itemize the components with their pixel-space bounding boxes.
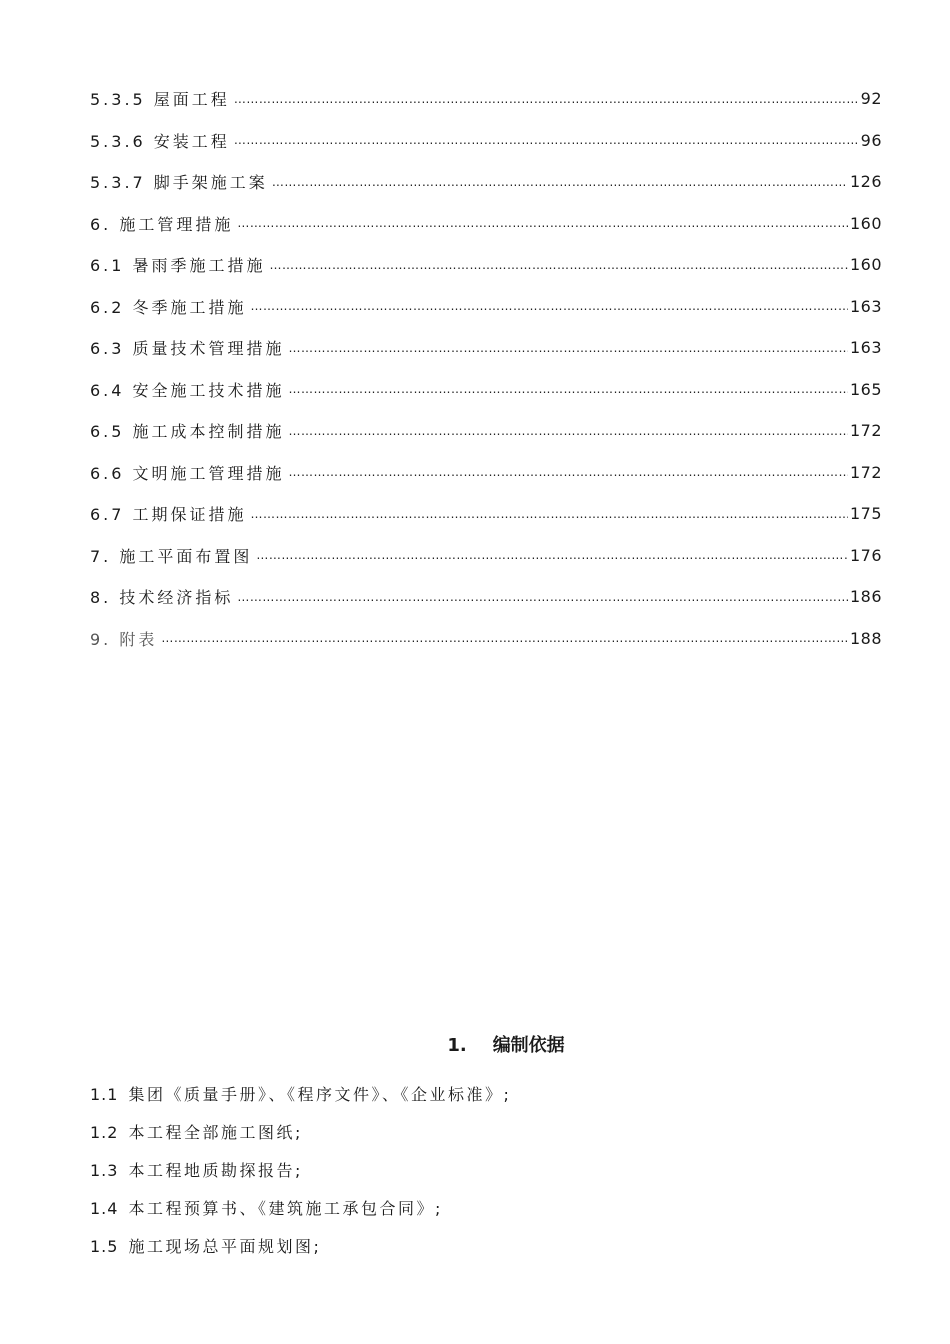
toc-dot-leader	[161, 631, 848, 645]
toc-dot-leader	[251, 507, 848, 521]
toc-entry[interactable]	[90, 535, 882, 577]
toc-dot-leader	[237, 590, 848, 604]
toc-dot-leader	[289, 424, 848, 438]
basis-item	[90, 1152, 882, 1190]
toc-dot-leader	[289, 382, 848, 396]
toc-entry[interactable]	[90, 576, 882, 618]
toc-entry-title: 5.3.7 脚手架施工案	[90, 173, 268, 193]
toc-dot-leader	[289, 465, 848, 479]
section-heading	[90, 1028, 882, 1064]
basis-item-number: 1.3	[90, 1161, 119, 1180]
toc-entry-page: 176	[849, 545, 882, 565]
basis-item	[90, 1228, 882, 1266]
section-number: 1.	[447, 1035, 467, 1056]
basis-item-text: 集团《质量手册》、《程序文件》、《企业标准》;	[128, 1085, 512, 1104]
toc-entry-title: 7. 施工平面布置图	[90, 546, 253, 566]
toc-entry-page: 172	[849, 462, 882, 482]
toc-dot-leader	[234, 92, 859, 106]
toc-dot-leader	[256, 548, 848, 562]
toc-entry-page: 126	[849, 172, 882, 192]
basis-item-number: 1.5	[90, 1237, 119, 1256]
toc-entry[interactable]	[90, 493, 882, 535]
toc-entry[interactable]	[90, 78, 882, 120]
toc-entry[interactable]	[90, 120, 882, 162]
toc-entry-title: 6.5 施工成本控制措施	[90, 422, 285, 442]
basis-item-number: 1.1	[90, 1085, 119, 1104]
toc-entry-page: 163	[849, 296, 882, 316]
toc-entry-title: 6.7 工期保证措施	[90, 505, 247, 525]
toc-dot-leader	[272, 175, 848, 189]
toc-entry[interactable]	[90, 369, 882, 411]
toc-entry-title: 6. 施工管理措施	[90, 214, 234, 234]
basis-item-number: 1.4	[90, 1199, 119, 1218]
table-of-contents	[90, 78, 882, 659]
toc-entry-page: 172	[849, 421, 882, 441]
toc-dot-leader	[251, 299, 848, 313]
toc-entry-title: 5.3.6 安装工程	[90, 131, 230, 151]
toc-entry[interactable]	[90, 452, 882, 494]
toc-dot-leader	[234, 133, 859, 147]
toc-entry[interactable]	[90, 244, 882, 286]
toc-entry[interactable]	[90, 161, 882, 203]
toc-entry-page: 92	[860, 89, 882, 109]
toc-entry-page: 160	[849, 213, 882, 233]
toc-entry-page: 186	[849, 587, 882, 607]
toc-entry[interactable]	[90, 618, 882, 660]
toc-entry[interactable]	[90, 410, 882, 452]
basis-item-number: 1.2	[90, 1123, 119, 1142]
basis-item	[90, 1190, 882, 1228]
toc-entry-title: 6.2 冬季施工措施	[90, 297, 247, 317]
basis-item	[90, 1114, 882, 1152]
toc-entry-title: 9. 附表	[90, 629, 158, 649]
toc-entry-page: 188	[849, 628, 882, 648]
basis-item-text: 本工程地质勘探报告;	[128, 1161, 303, 1180]
toc-entry-title: 6.1 暑雨季施工措施	[90, 256, 266, 276]
toc-entry-page: 163	[849, 338, 882, 358]
toc-entry-page: 165	[849, 379, 882, 399]
toc-dot-leader	[289, 341, 848, 355]
toc-entry-title: 6.3 质量技术管理措施	[90, 339, 285, 359]
basis-item-text: 施工现场总平面规划图;	[128, 1237, 322, 1256]
toc-entry-title: 5.3.5 屋面工程	[90, 90, 230, 110]
toc-entry[interactable]	[90, 327, 882, 369]
basis-item-text: 本工程预算书、《建筑施工承包合同》;	[128, 1199, 443, 1218]
toc-entry-page: 96	[860, 130, 882, 150]
section-title: 编制依据	[492, 1035, 565, 1056]
basis-item	[90, 1076, 882, 1114]
compilation-basis-section	[90, 1028, 882, 1266]
toc-entry-title: 8. 技术经济指标	[90, 588, 234, 608]
toc-entry-page: 160	[849, 255, 882, 275]
toc-entry[interactable]	[90, 203, 882, 245]
toc-dot-leader	[237, 216, 848, 230]
basis-item-text: 本工程全部施工图纸;	[128, 1123, 303, 1142]
toc-entry-page: 175	[849, 504, 882, 524]
toc-entry-title: 6.4 安全施工技术措施	[90, 380, 285, 400]
toc-entry-title: 6.6 文明施工管理措施	[90, 463, 285, 483]
toc-dot-leader	[270, 258, 848, 272]
toc-entry[interactable]	[90, 286, 882, 328]
